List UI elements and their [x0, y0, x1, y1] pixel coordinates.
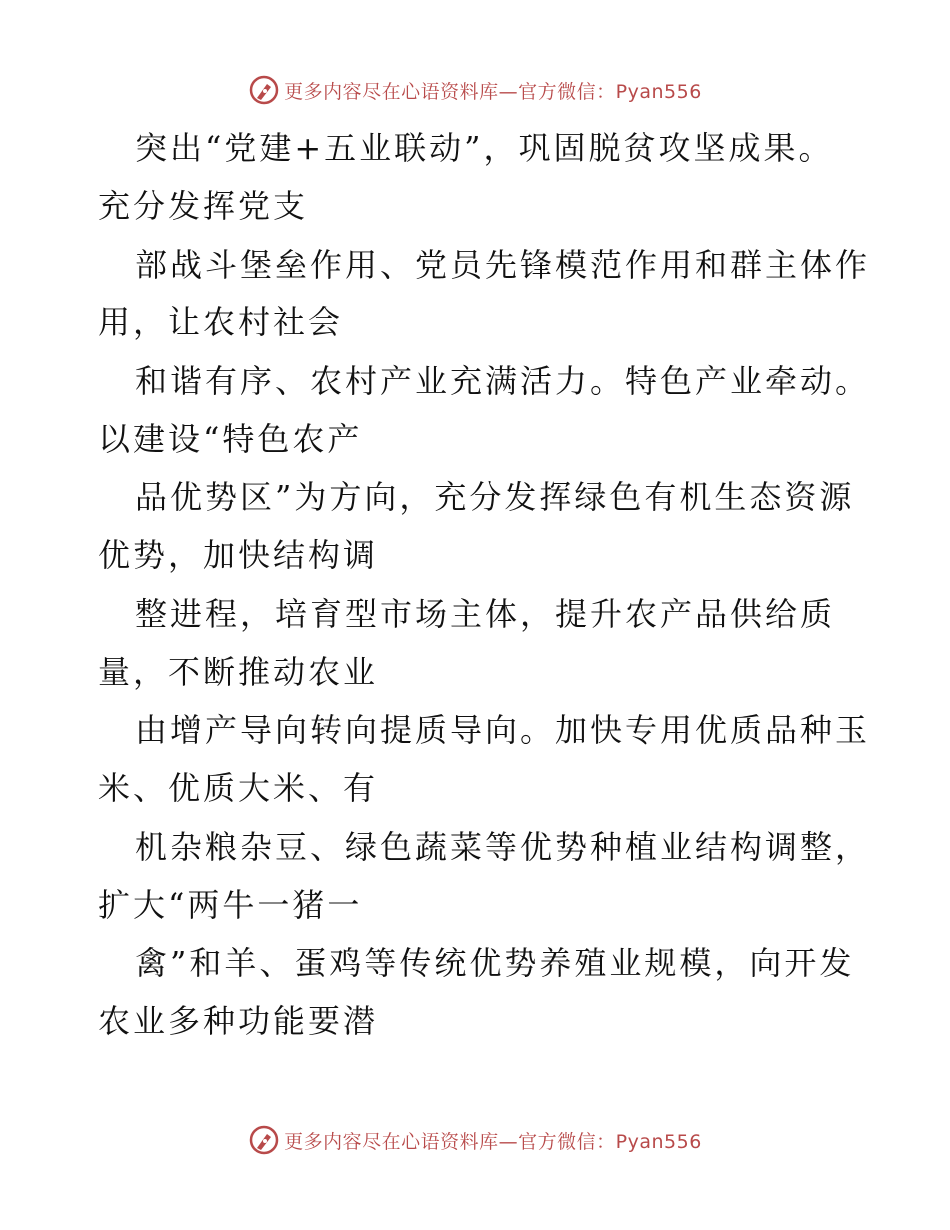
body-line: 整进程，培育型市场主体，提升农产品供给质 — [135, 595, 836, 633]
footer-banner-text: 更多内容尽在心语资料库—官方微信：Pyan556 — [284, 1130, 702, 1153]
body-line: 扩大“两牛一猪一 — [98, 886, 363, 924]
header-banner-text: 更多内容尽在心语资料库—官方微信：Pyan556 — [284, 80, 702, 103]
body-line: 充分发挥党支 — [98, 187, 309, 225]
body-line: 用，让农村社会 — [98, 303, 344, 341]
body-line: 优势，加快结构调 — [98, 536, 379, 574]
body-line: 机杂粮杂豆、绿色蔬菜等优势种植业结构调整， — [135, 828, 871, 866]
body-line: 品优势区”为方向，充分发挥绿色有机生态资源 — [135, 478, 855, 516]
body-line: 和谐有序、农村产业充满活力。特色产业牵动。 — [135, 362, 871, 400]
body-line: 量，不断推动农业 — [98, 653, 379, 691]
body-line: 部战斗堡垒作用、党员先锋模范作用和群主体作 — [135, 246, 871, 284]
footer-banner — [0, 1122, 950, 1158]
body-line: 禽”和羊、蛋鸡等传统优势养殖业规模，向开发 — [135, 944, 855, 982]
body-line: 农业多种功能要潜 — [98, 1002, 379, 1040]
body-line: 突出“党建+五业联动”，巩固脱贫攻坚成果。 — [135, 129, 834, 167]
header-banner — [0, 72, 950, 108]
body-line: 由增产导向转向提质导向。加快专用优质品种玉 — [135, 711, 871, 749]
body-line: 米、优质大米、有 — [98, 769, 379, 807]
pen-nib-circle-icon — [248, 74, 280, 106]
body-line: 以建设“特色农产 — [98, 420, 363, 458]
pen-nib-circle-icon — [248, 1124, 280, 1156]
